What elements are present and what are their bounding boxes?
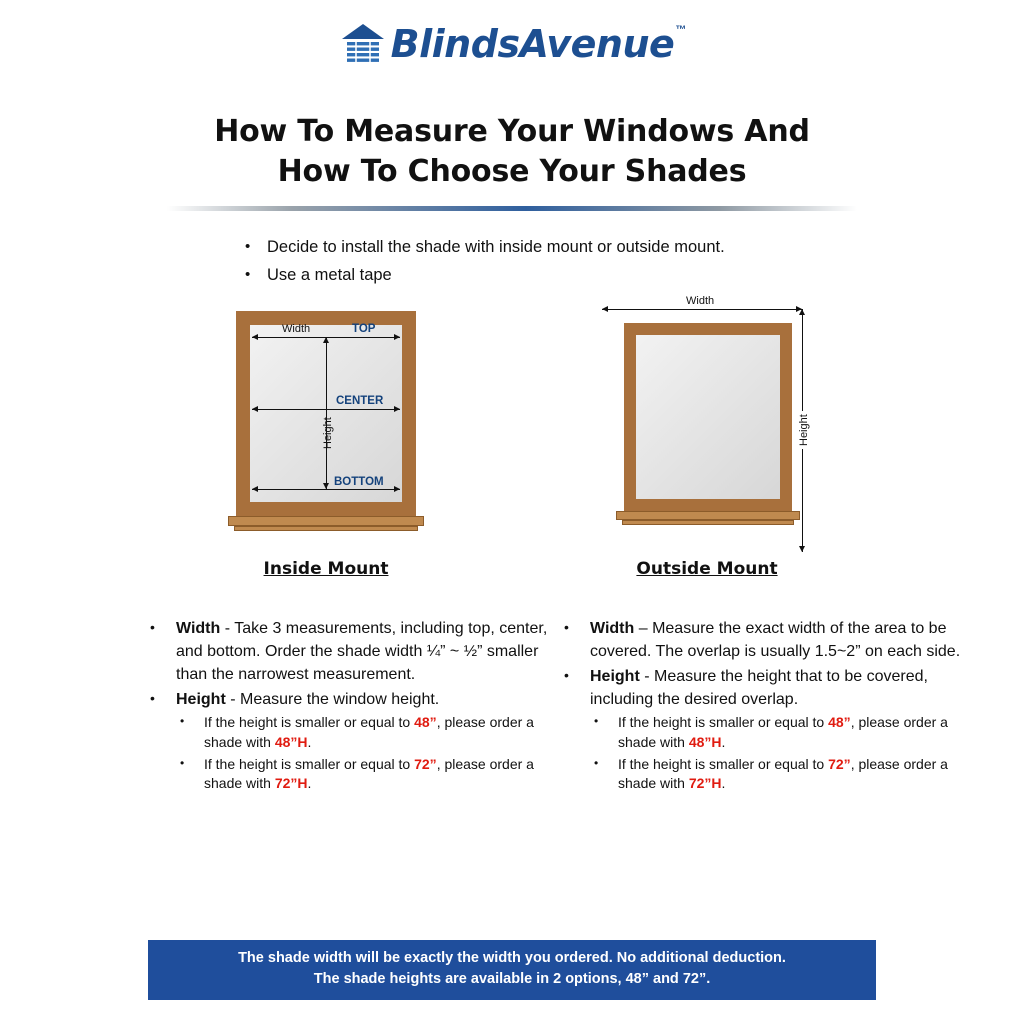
outside-window-frame xyxy=(624,323,792,511)
outside-width-term: Width xyxy=(590,619,635,637)
intro-bullet-1: Decide to install the shade with inside mount or outside mount. xyxy=(267,237,725,256)
list-item xyxy=(245,237,1024,258)
outside-height-sublist xyxy=(594,713,964,793)
list-item xyxy=(245,265,1024,286)
list-item xyxy=(180,713,550,752)
inside-mount-caption: Inside Mount xyxy=(263,558,389,579)
intro-bullet-list xyxy=(245,237,1024,287)
inside-center-label: CENTER xyxy=(336,394,384,407)
outside-sub2-mid: , please order a shade with xyxy=(618,755,948,792)
inside-sub2-red1: 72” xyxy=(414,755,437,772)
outside-sub2-pre: If the height is smaller or equal to xyxy=(618,755,829,772)
list-item xyxy=(594,713,964,752)
inside-width-desc: - Take 3 measurements, including top, center, and bottom. Order the shade width ¼” ~ ½” smaller than the narrowest measurement. xyxy=(176,619,548,684)
inside-sub2-pre: If the height is smaller or equal to xyxy=(204,755,415,772)
inside-window-sill-shadow xyxy=(234,526,418,531)
inside-height-label: Height xyxy=(322,416,334,449)
list-item xyxy=(594,755,964,794)
outside-height-desc: - Measure the height that to be covered, including the desired overlap. xyxy=(590,668,928,709)
outside-mount-instructions xyxy=(564,617,964,796)
inside-width-term: Width xyxy=(176,619,221,637)
bullet-glyph: • xyxy=(180,755,185,770)
outside-sub2-post: . xyxy=(721,775,726,792)
bullet-glyph: • xyxy=(594,714,599,729)
inside-sub1-red1: 48” xyxy=(414,714,437,731)
outside-width-arrow xyxy=(602,309,802,310)
inside-height-term: Height xyxy=(176,691,226,709)
diagram-area xyxy=(0,294,1024,601)
inside-sub1-red2: 48”H xyxy=(274,734,308,750)
outside-sub1-post: . xyxy=(721,734,726,750)
inside-bottom-width-arrow xyxy=(252,489,400,490)
list-item xyxy=(564,665,964,711)
inside-sub2-red2: 72”H xyxy=(274,775,308,792)
intro-bullet-2: Use a metal tape xyxy=(267,266,392,285)
inside-sub1-mid: , please order a shade with xyxy=(204,714,534,750)
bullet-glyph: • xyxy=(245,237,251,255)
bullet-glyph: • xyxy=(245,266,251,284)
page-title xyxy=(0,112,1024,192)
outside-width-desc: – Measure the exact width of the area to be covered. The overlap is usually 1.5~2” on each side. xyxy=(590,619,961,660)
footer-line-1: The shade width will be exactly the width you ordered. No additional deduction. xyxy=(238,949,786,966)
outside-sub1-red1: 48” xyxy=(828,714,851,731)
list-item xyxy=(150,617,550,687)
brand-name: BlindsAvenue xyxy=(390,22,675,66)
inside-height-desc: - Measure the window height. xyxy=(225,691,440,709)
inside-height-sublist xyxy=(180,713,550,793)
outside-mount-caption: Outside Mount xyxy=(636,558,778,579)
inside-bottom-label: BOTTOM xyxy=(334,475,384,488)
brand-logo xyxy=(339,22,686,66)
outside-sub2-red2: 72”H xyxy=(688,775,722,792)
page-title-line1: How To Measure Your Windows And xyxy=(214,114,810,149)
logo-header xyxy=(0,0,1024,84)
inside-window-sill xyxy=(228,516,424,526)
trademark-symbol: ™ xyxy=(675,24,687,36)
instructions-columns xyxy=(0,617,1024,796)
footer-banner xyxy=(148,940,876,1001)
outside-window-sill xyxy=(616,511,800,520)
inside-sub2-mid: , please order a shade with xyxy=(204,755,534,792)
inside-sub1-post: . xyxy=(307,734,312,750)
list-item xyxy=(180,755,550,794)
bullet-glyph: • xyxy=(594,755,599,770)
bullet-glyph: • xyxy=(180,714,185,729)
outside-sub1-pre: If the height is smaller or equal to xyxy=(618,714,829,731)
outside-height-term: Height xyxy=(590,668,640,686)
list-item xyxy=(150,688,550,711)
inside-top-label: TOP xyxy=(352,322,376,335)
footer-line-2: The shade heights are available in 2 options, 48” and 72”. xyxy=(313,971,711,988)
inside-mount-instructions xyxy=(150,617,550,796)
bullet-glyph: • xyxy=(150,618,155,635)
outside-sub2-red1: 72” xyxy=(828,755,851,772)
inside-sub2-post: . xyxy=(307,775,312,792)
inside-width-label: Width xyxy=(282,322,311,335)
bullet-glyph: • xyxy=(564,618,569,635)
outside-sub1-mid: , please order a shade with xyxy=(618,714,948,750)
page-title-line2: How To Choose Your Shades xyxy=(277,153,747,189)
bullet-glyph: • xyxy=(150,690,155,707)
inside-sub1-pre: If the height is smaller or equal to xyxy=(204,714,415,731)
bullet-glyph: • xyxy=(564,667,569,684)
list-item xyxy=(564,617,964,663)
outside-width-label: Width xyxy=(682,295,718,307)
blinds-logo-icon xyxy=(339,22,387,66)
outside-window-sill-shadow xyxy=(622,520,794,525)
inside-height-arrow xyxy=(326,337,327,489)
outside-height-label: Height xyxy=(798,411,810,449)
outside-sub1-red2: 48”H xyxy=(688,734,722,750)
title-divider xyxy=(167,206,857,211)
